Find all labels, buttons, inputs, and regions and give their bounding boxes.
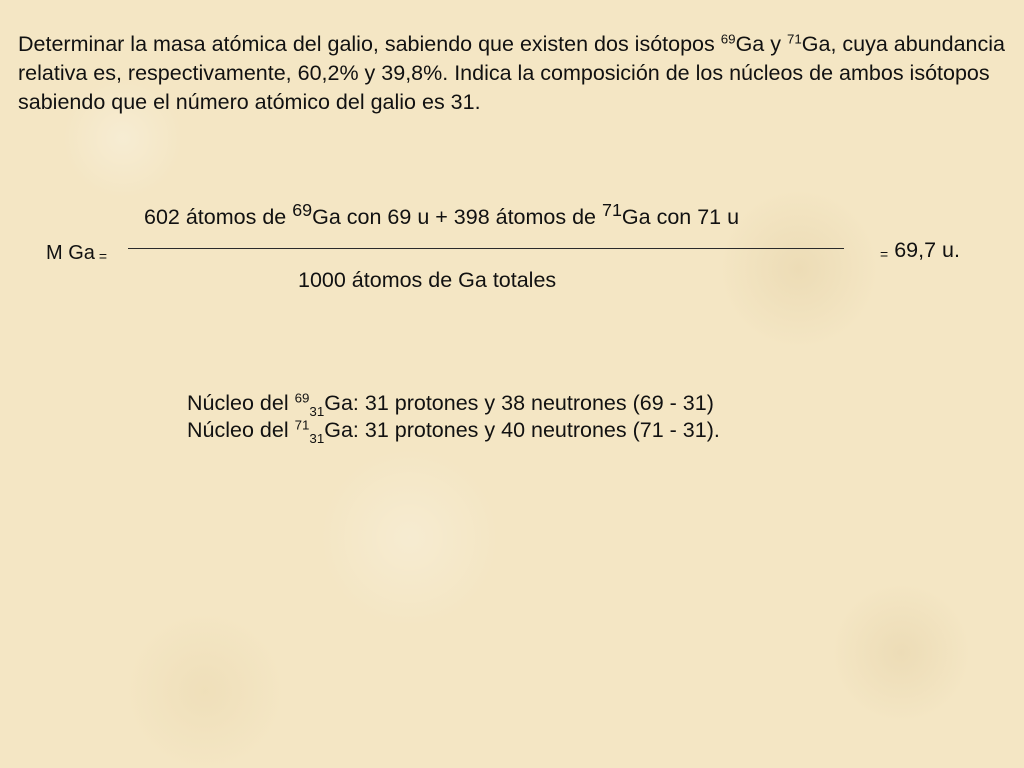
nucleus-prefix: Núcleo del	[187, 391, 295, 415]
nucleus-line-71	[187, 417, 827, 444]
isotope-71-mass: 71	[786, 31, 802, 47]
nucleus-line-69	[187, 390, 827, 417]
problem-text-3: Ga, cuya abundancia relativa es, respectivamente, 60,2% y 39,8%. Indica la composición de los núcleos de ambos isótopos sabiendo que el número atómico del galio es 31.	[18, 32, 1005, 114]
nucleus-description: Ga: 31 protones y 40 neutrones (71 - 31).	[324, 418, 720, 442]
problem-text-2: Ga y	[735, 32, 787, 56]
fraction-bar	[128, 248, 844, 249]
numerator-text-2: Ga con 69 u + 398 átomos de	[312, 205, 602, 230]
nucleus-description: Ga: 31 protones y 38 neutrones (69 - 31)	[324, 391, 714, 415]
equation-lhs	[46, 242, 107, 265]
nucleus-prefix: Núcleo del	[187, 418, 295, 442]
isotope-69-mass: 69	[720, 31, 736, 47]
lhs-label: M Ga	[46, 242, 95, 264]
numerator-text-1: 602 átomos de	[144, 205, 293, 230]
nucleus-mass-number: 69	[294, 390, 310, 406]
result-value: 69,7 u.	[894, 238, 960, 262]
nuclei-composition	[187, 390, 827, 444]
nucleus-atomic-number: 31	[309, 403, 325, 419]
numerator-mass-69: 69	[292, 200, 313, 220]
numerator-text-3: Ga con 71 u	[621, 205, 740, 230]
result-equals-sign: =	[880, 246, 889, 262]
problem-text-1: Determinar la masa atómica del galio, sabiendo que existen dos isótopos	[18, 32, 721, 56]
equation-result	[880, 238, 960, 263]
nucleus-atomic-number: 31	[309, 430, 325, 446]
problem-statement	[18, 30, 1008, 117]
fraction-denominator: 1000 átomos de Ga totales	[298, 268, 557, 292]
lhs-equals-sign: =	[98, 248, 108, 264]
nucleus-mass-number: 71	[294, 417, 310, 433]
numerator-mass-71: 71	[602, 200, 622, 220]
fraction-numerator	[144, 200, 739, 230]
